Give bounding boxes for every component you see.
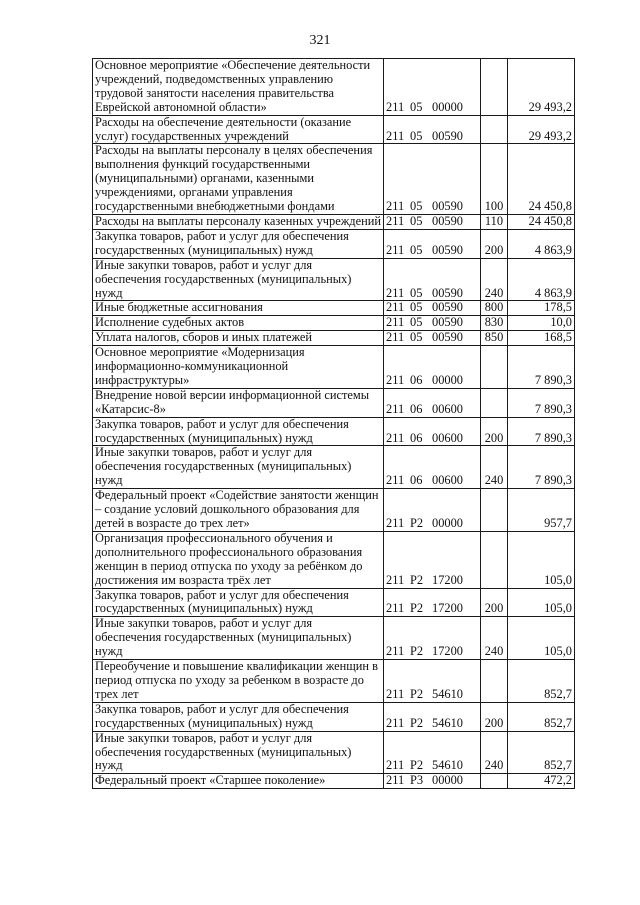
- table-row: [93, 214, 575, 229]
- row-name: Иные закупки товаров, работ и услуг для обеспечения государственных (муниципальных) нужд: [93, 731, 384, 774]
- row-sum: 10,0: [508, 316, 575, 331]
- row-target-code: [384, 346, 481, 389]
- row-target-code: [384, 531, 481, 588]
- row-target-code: [384, 144, 481, 215]
- table-row: [93, 388, 575, 417]
- table-row: [93, 531, 575, 588]
- code-section: 05: [410, 330, 423, 345]
- row-sum: 7 890,3: [508, 417, 575, 446]
- row-name: Основное мероприятие «Модернизация информационно-коммуникационной инфраструктуры»: [93, 346, 384, 389]
- row-target-code: [384, 731, 481, 774]
- code-subprogram: 1: [398, 715, 405, 730]
- code-number: 00000: [432, 99, 463, 114]
- target-code-parts: [386, 403, 478, 417]
- table-row: [93, 588, 575, 617]
- row-sum: 852,7: [508, 702, 575, 731]
- row-expense-type: [481, 59, 508, 116]
- row-name: Иные бюджетные ассигнования: [93, 301, 384, 316]
- row-target-code: [384, 301, 481, 316]
- row-sum: 472,2: [508, 774, 575, 789]
- code-subprogram: 1: [398, 99, 405, 114]
- table-row: [93, 258, 575, 301]
- row-sum: 4 863,9: [508, 258, 575, 301]
- row-expense-type: 800: [481, 301, 508, 316]
- code-program: 21: [386, 99, 399, 114]
- table-row: [93, 489, 575, 532]
- row-expense-type: 830: [481, 316, 508, 331]
- code-number: 00590: [432, 285, 463, 300]
- row-target-code: [384, 258, 481, 301]
- row-name: Закупка товаров, работ и услуг для обеспечения государственных (муниципальных) нужд: [93, 417, 384, 446]
- row-sum: 178,5: [508, 301, 575, 316]
- code-program: 21: [386, 330, 399, 345]
- target-code-parts: [386, 517, 478, 531]
- target-code-parts: [386, 602, 478, 616]
- code-number: 00590: [432, 315, 463, 330]
- code-subprogram: 1: [398, 601, 405, 616]
- table-row: [93, 446, 575, 489]
- code-subprogram: 1: [398, 644, 405, 659]
- code-number: 17200: [432, 572, 463, 587]
- code-subprogram: 1: [398, 430, 405, 445]
- target-code-parts: [386, 645, 478, 659]
- target-code-parts: [386, 374, 478, 388]
- code-subprogram: 1: [398, 300, 405, 315]
- row-sum: 29 493,2: [508, 115, 575, 144]
- code-number: 00590: [432, 300, 463, 315]
- row-target-code: [384, 702, 481, 731]
- target-code-parts: [386, 215, 478, 229]
- target-code-parts: [386, 574, 478, 588]
- row-name: Организация профессионального обучения и дополнительного профессионального образования женщин в период отпуска по уходу за ребёнком до достижения им возраста трёх лет: [93, 531, 384, 588]
- code-program: 21: [386, 773, 399, 788]
- row-sum: 168,5: [508, 331, 575, 346]
- code-program: 21: [386, 473, 399, 488]
- row-sum: 4 863,9: [508, 229, 575, 258]
- code-program: 21: [386, 199, 399, 214]
- code-program: 21: [386, 372, 399, 387]
- row-expense-type: 110: [481, 214, 508, 229]
- code-number: 00600: [432, 401, 463, 416]
- row-name: Федеральный проект «Старшее поколение»: [93, 774, 384, 789]
- code-section: 06: [410, 401, 423, 416]
- code-section: P2: [410, 572, 424, 587]
- row-sum: 7 890,3: [508, 446, 575, 489]
- row-expense-type: 200: [481, 702, 508, 731]
- target-code-parts: [386, 130, 478, 144]
- table-row: [93, 301, 575, 316]
- code-program: 21: [386, 214, 399, 228]
- table-row: [93, 731, 575, 774]
- code-number: 00000: [432, 516, 463, 530]
- code-program: 21: [386, 285, 399, 300]
- row-name: Внедрение новой версии информационной системы «Катарсис-8»: [93, 388, 384, 417]
- target-code-parts: [386, 688, 478, 702]
- target-code-parts: [386, 200, 478, 214]
- row-name: Закупка товаров, работ и услуг для обеспечения государственных (муниципальных) нужд: [93, 229, 384, 258]
- row-target-code: [384, 214, 481, 229]
- code-subprogram: 1: [398, 199, 405, 214]
- row-expense-type: 240: [481, 731, 508, 774]
- target-code-parts: [386, 316, 478, 330]
- code-section: 05: [410, 199, 423, 214]
- code-section: P2: [410, 644, 424, 659]
- row-name: Иные закупки товаров, работ и услуг для обеспечения государственных (муниципальных) нужд: [93, 258, 384, 301]
- row-sum: 24 450,8: [508, 214, 575, 229]
- table-row: [93, 417, 575, 446]
- code-subprogram: 1: [398, 242, 405, 257]
- code-number: 00000: [432, 773, 463, 788]
- code-program: 21: [386, 516, 399, 530]
- code-subprogram: 1: [398, 128, 405, 143]
- code-number: 00590: [432, 128, 463, 143]
- code-section: 05: [410, 214, 423, 228]
- code-number: 00600: [432, 473, 463, 488]
- code-number: 00590: [432, 214, 463, 228]
- row-name: Исполнение судебных актов: [93, 316, 384, 331]
- row-expense-type: 200: [481, 417, 508, 446]
- row-expense-type: [481, 489, 508, 532]
- row-target-code: [384, 331, 481, 346]
- row-target-code: [384, 489, 481, 532]
- target-code-parts: [386, 432, 478, 446]
- code-subprogram: 1: [398, 330, 405, 345]
- row-name: Расходы на выплаты персоналу в целях обеспечения выполнения функций государственными (муниципальными) органами, казенными учреждениями, органами управления государственными внебюджетными фондами: [93, 144, 384, 215]
- code-number: 17200: [432, 644, 463, 659]
- code-program: 21: [386, 644, 399, 659]
- target-code-parts: [386, 101, 478, 115]
- row-name: Основное мероприятие «Обеспечение деятельности учреждений, подведомственных управлению трудовой занятости населения правительства Еврейской автономной области»: [93, 59, 384, 116]
- code-program: 21: [386, 401, 399, 416]
- code-section: 05: [410, 300, 423, 315]
- code-program: 21: [386, 572, 399, 587]
- row-sum: 852,7: [508, 731, 575, 774]
- table-row: [93, 316, 575, 331]
- row-sum: 7 890,3: [508, 346, 575, 389]
- code-number: 54610: [432, 758, 463, 773]
- row-target-code: [384, 417, 481, 446]
- row-target-code: [384, 59, 481, 116]
- code-section: P2: [410, 516, 424, 530]
- code-program: 21: [386, 300, 399, 315]
- table-row: [93, 331, 575, 346]
- row-expense-type: [481, 774, 508, 789]
- row-sum: 7 890,3: [508, 388, 575, 417]
- row-expense-type: [481, 660, 508, 703]
- row-sum: 852,7: [508, 660, 575, 703]
- code-program: 21: [386, 715, 399, 730]
- code-number: 00590: [432, 199, 463, 214]
- row-name: Расходы на обеспечение деятельности (оказание услуг) государственных учреждений: [93, 115, 384, 144]
- row-expense-type: 200: [481, 588, 508, 617]
- code-program: 21: [386, 315, 399, 330]
- page-number: 321: [309, 33, 331, 48]
- target-code-parts: [386, 244, 478, 258]
- row-expense-type: [481, 346, 508, 389]
- row-target-code: [384, 115, 481, 144]
- code-section: 06: [410, 473, 423, 488]
- code-number: 00600: [432, 430, 463, 445]
- row-sum: 105,0: [508, 588, 575, 617]
- table-row: [93, 617, 575, 660]
- row-expense-type: 240: [481, 258, 508, 301]
- code-subprogram: 1: [398, 516, 405, 530]
- row-expense-type: 240: [481, 446, 508, 489]
- code-subprogram: 1: [398, 572, 405, 587]
- code-program: 21: [386, 686, 399, 701]
- code-section: 06: [410, 372, 423, 387]
- row-sum: 105,0: [508, 531, 575, 588]
- row-name: Федеральный проект «Содействие занятости женщин – создание условий дошкольного образования для детей в возрасте до трех лет»: [93, 489, 384, 532]
- row-sum: 24 450,8: [508, 144, 575, 215]
- row-name: Расходы на выплаты персоналу казенных учреждений: [93, 214, 384, 229]
- target-code-parts: [386, 287, 478, 301]
- target-code-parts: [386, 759, 478, 773]
- row-name: Переобучение и повышение квалификации женщин в период отпуска по уходу за ребенком в возрасте до трех лет: [93, 660, 384, 703]
- code-section: 06: [410, 430, 423, 445]
- code-number: 00590: [432, 330, 463, 345]
- row-target-code: [384, 446, 481, 489]
- budget-table-body: [93, 59, 575, 789]
- code-subprogram: 1: [398, 315, 405, 330]
- row-name: Уплата налогов, сборов и иных платежей: [93, 331, 384, 346]
- row-target-code: [384, 774, 481, 789]
- target-code-parts: [386, 331, 478, 345]
- code-subprogram: 1: [398, 285, 405, 300]
- row-expense-type: 200: [481, 229, 508, 258]
- target-code-parts: [386, 301, 478, 315]
- row-target-code: [384, 388, 481, 417]
- code-program: 21: [386, 242, 399, 257]
- table-row: [93, 660, 575, 703]
- code-section: P2: [410, 686, 424, 701]
- table-row: [93, 774, 575, 789]
- row-sum: 105,0: [508, 617, 575, 660]
- row-target-code: [384, 617, 481, 660]
- table-row: [93, 702, 575, 731]
- table-row: [93, 229, 575, 258]
- row-target-code: [384, 316, 481, 331]
- code-section: 05: [410, 99, 423, 114]
- code-section: 05: [410, 315, 423, 330]
- row-expense-type: [481, 531, 508, 588]
- row-expense-type: 240: [481, 617, 508, 660]
- row-sum: 957,7: [508, 489, 575, 532]
- target-code-parts: [386, 474, 478, 488]
- code-section: P3: [410, 773, 424, 788]
- code-section: 05: [410, 128, 423, 143]
- code-number: 17200: [432, 601, 463, 616]
- code-number: 00000: [432, 372, 463, 387]
- row-name: Иные закупки товаров, работ и услуг для обеспечения государственных (муниципальных) нужд: [93, 446, 384, 489]
- table-row: [93, 115, 575, 144]
- code-section: 05: [410, 285, 423, 300]
- code-subprogram: 1: [398, 473, 405, 488]
- row-expense-type: 100: [481, 144, 508, 215]
- code-program: 21: [386, 601, 399, 616]
- code-section: P2: [410, 715, 424, 730]
- code-subprogram: 1: [398, 773, 405, 788]
- table-row: [93, 59, 575, 116]
- code-subprogram: 1: [398, 758, 405, 773]
- row-expense-type: [481, 115, 508, 144]
- target-code-parts: [386, 717, 478, 731]
- row-expense-type: 850: [481, 331, 508, 346]
- code-program: 21: [386, 758, 399, 773]
- code-subprogram: 1: [398, 214, 405, 228]
- table-row: [93, 144, 575, 215]
- row-target-code: [384, 229, 481, 258]
- budget-table: [92, 58, 575, 789]
- code-subprogram: 1: [398, 686, 405, 701]
- row-expense-type: [481, 388, 508, 417]
- table-row: [93, 346, 575, 389]
- row-name: Закупка товаров, работ и услуг для обеспечения государственных (муниципальных) нужд: [93, 702, 384, 731]
- row-name: Закупка товаров, работ и услуг для обеспечения государственных (муниципальных) нужд: [93, 588, 384, 617]
- code-section: P2: [410, 601, 424, 616]
- code-subprogram: 1: [398, 401, 405, 416]
- code-section: 05: [410, 242, 423, 257]
- row-target-code: [384, 588, 481, 617]
- code-number: 00590: [432, 242, 463, 257]
- code-program: 21: [386, 128, 399, 143]
- row-target-code: [384, 660, 481, 703]
- code-number: 54610: [432, 715, 463, 730]
- code-subprogram: 1: [398, 372, 405, 387]
- row-name: Иные закупки товаров, работ и услуг для обеспечения государственных (муниципальных) нужд: [93, 617, 384, 660]
- code-number: 54610: [432, 686, 463, 701]
- target-code-parts: [386, 774, 478, 788]
- row-sum: 29 493,2: [508, 59, 575, 116]
- code-section: P2: [410, 758, 424, 773]
- code-program: 21: [386, 430, 399, 445]
